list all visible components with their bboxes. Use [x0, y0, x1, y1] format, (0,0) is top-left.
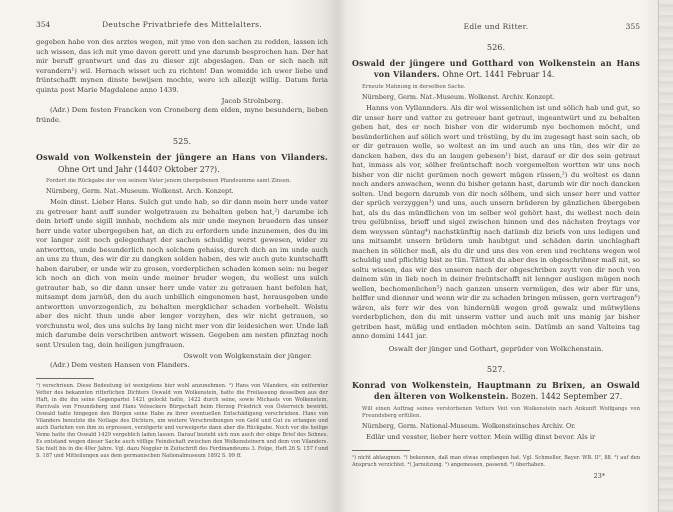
- letter-527-body-first-line: Edlär und vesster, lieber herr vetter. Mein willig dinst bevor. Als ir: [366, 433, 596, 442]
- letter-526-heading-main: Oswald der jüngere und Gotthard von Wolkenstein an Hans von Vilanders.: [352, 59, 640, 80]
- letter-526-heading: [352, 58, 640, 81]
- letter-527-heading-main: Konrad von Wolkenstein, Hauptmann zu Brixen, an Oswald den älteren von Wolkenstein.: [352, 380, 640, 402]
- previous-letter-text: gegeben habe von des arztes wegen, mit yme von den sachen zu redden, lassen ich uch wissen, das ich mit yme davon gerett und yne darumb besprochen han. Der hat mir beruff grantwurt und das zu dieser zijt abgeslagen. Dan er sich nach nit verandern¹) wil. Hernach wisset uch zu richten! Dan womidde ich uwer liebe und früntschafft mynen dinste bewijsen mochte, were ich allezijt willig. Datum feria quinta post Marie Magdalene anno 1439.: [36, 38, 328, 94]
- right-page-number: 355: [625, 22, 640, 31]
- letter-525-regest: Fordert die Rückgabe der von seinem Vater jenem übergebenen Pfandsumme samt Zinsen.: [46, 178, 292, 185]
- letter-526-regest: Erneute Mahnung in derselben Sache.: [362, 83, 466, 90]
- letter-526-number: 526.: [486, 42, 506, 52]
- letter-525-signature: Oswolt von Wolgkenstain der jünger.: [183, 352, 312, 361]
- right-page-content: [352, 22, 640, 480]
- letter-525-number: 525.: [172, 136, 192, 147]
- sheet-signature-mark: 23*: [593, 471, 605, 480]
- letter-526-signature: Oswalt der jünger und Gothart, geprüder von Wolkchenstain.: [388, 344, 604, 353]
- previous-letter-address: (Adr.) Dem festen Francken von Croneberg dem elden, myne besundern, lieben fründe.: [36, 106, 328, 124]
- page-edge-strip: [658, 0, 673, 512]
- left-page-number: 354: [36, 20, 51, 29]
- letter-527-heading: [352, 380, 640, 403]
- right-running-head: [352, 22, 640, 31]
- letter-526-heading-date: Ohne Ort. 1441 Februar 14.: [439, 70, 555, 80]
- previous-letter-signature: Jacob Strolnberg.: [221, 97, 283, 106]
- right-running-title: Edle und Ritter.: [463, 22, 529, 31]
- right-footnotes: ¹) nicht ablaugnen. ²) bekennen, daß man etwas empfangen hat. Vgl. Schmeller, Bayer. WB. II², 88. ³) auf den Anspruch verzichtet. ⁴) Jarnutzung. ⁵) angemessen, passend. ⁶) überhaben.: [352, 454, 640, 468]
- letter-527-number: 527.: [486, 363, 506, 374]
- letter-525-address: (Adr.) Dem vesten Hansen von Flanders.: [50, 361, 190, 370]
- letter-525-heading-date: Ohne Ort und Jahr (1440? Oktober 27?).: [58, 164, 220, 174]
- left-running-title: Deutsche Privatbriefe des Mittelalters.: [102, 20, 262, 29]
- letter-525-heading-main: Oswald von Wolkenstein der jüngere an Hans von Vilanders.: [36, 153, 328, 163]
- letter-527-source: Nürnberg, Germ. National-Museum. Wolkensteinsches Archiv. Or.: [362, 422, 576, 431]
- left-page-content: [36, 20, 328, 460]
- right-footnote-rule: [352, 450, 410, 451]
- left-footnote-rule: [36, 378, 94, 379]
- letter-527-regest: Will einen Auftrag seines verstorbenen Vetters Veit von Wolkenstein nach Ankunft Wolfgangs von Freundsberg erfüllen.: [362, 405, 640, 419]
- letter-525-body: Mein dinst. Lieber Hans. Sulch gut unde hab, so dir dann mein herr unde vater zu getreuer hant auff sunder wolgetrauen zu behalten geben hat,²) darumbe ich dein brieff unde sigill innhab, nochdem als mir unde meynen bruedern das unser herr unde vater ubergegeben hat, an dich zu erfordern unde inzunemen, des du im vor langer zeit noch gelegenhayt der sachen schuldig werst gewesen, wider zu antwortten, unde besunderlich noch solchem gehaiss, durch dich an im unde auch an uns zu thun, des wir dir zu dangken solden haben, des wir auch gute kuntschafft haben daruber, er unde wir zu grosen, vorderplichen schaden komen sein: nu beger ich noch an dich von mein unde meiner bruder wegen, du wollest uns sulch getrauter hab, so dir dann unser herr unde vater zu getrauen hant befolen hat, mitsampt dem jarnüß, den du auch unbillich eingenomen hast, herausgeben unde antwortten unvorzogenlich, zu behalten mergklicher schaden vorbehelt. Wolstu aber des nicht thun unde aber lenger vorzyhen, des wir nicht getrauen, so vorchunstu wol, des uns sulchs by lang nicht mer von dir leidesichen wer. Unde laß mich darumbe dein verschriben antwort wissen. Gegeben am nesten pfinztag noch sent Ursulen tag, dein heiligen jungfrauen.: [36, 198, 328, 349]
- letter-526-body: Hanns von Vyllannders. Als dir wol wissenlichen ist und sölich hab und gut, so dir unser herr und vatter zu getreuer hant getraut, ingeantwürt und zu behalten geben hat, des er noch bisher von dir widerumb nye bechomen möcht, und besünderlichen auf sölich wort und tröstüng, by du im zugesagt hast sein sach, ob er dir getrauen welle, so woltest an im und auch an uns tün, des wir dir ze dancken haben, des du an laugen gebesen¹) bist, darauf er dir des sein getraut hat, inmass als vor, sölher freüntschaft noch vorgemelten wortten wir uns noch bisher von dir nicht gerümen noch gewert mügen rüssen,²) du woltest es dann noch anders anwachen, wenn du bisher getann hast, darumb wir dir noch dancken solten. Und begern darumb von dir noch sölhem, und sich unser herr und vatter der sprüch verzyggen³) und uns, auch unsern brüderen by gänzlichen übergeben hat, als du das mündlichen von im selber wol gehört hast, du wellest noch dein treu gelübnüss, brieff und sigel zwischen hinnen und des nächsten freytags vor dem weyssen süntag⁴) nachstkünftig nach datümb diz briefs von uns ledigen und uns mitsambt unsern brüdern umb haubtgut und schäden darin unchlaghaft machen in sölicher maß, als du dir und uns des von eren und rechtens wegen wol schuldig und pflichtig bist ze tün. Tättest du aber des in obgeschribner maß nit, so soltu wissen, das wir des unseren nach der obgeschriben zeytt von dir noch von deinem sün in lieb noch in deiner freüntschafft nit lennger ausligen mügen noch wellen, bechomenlichen⁵) nach ganzen unsern vermügen, des wir aber für uns, helffer und dienner und wenn wir dir zu schaden bringen müssen, gern vertragen⁶) wären, als ferr wir des von hindernüß wegen groß gewalz und mütwyllens verderbplichen, den du mit unserm vatter und auch mit uns manig jar bisher getriben hast, müßig und entladen möchten sein. Datümb an sand Valteins tag anno domini 1441 jar.: [352, 104, 640, 341]
- left-footnotes: ¹) verschrieen. Diese Bedeutung ist wenigstens hier wohl anzunehmen. ²) Hans von Vilanders, ein entfernter Vetter des bekannten ritterlichen Dichters Oswald von Wolkenstein, hatte die Freilassung desselben aus der Haft, in die ihn seine Gegenpartei 1421 gelockt hatte, 1422 durch seine, sowie Michaels von Wolkenstein, Parcivals von Freundsberg und Hans Velseckers Bürgschaft beim Herzog Friedrich von Österreich bewirkt. Oswald hatte hingegen den Bürgen seine Habe zu ihrer eventuellen Entschädigung verschrieben. Hans von Vilanders benutzte die Notlage des Dichters, um weitere Verschreibungen von Geld und Gut zu erlangen und auch Darlehen von ihm zu erpressen, verzögerte und verweigerte dann aber die Rückgabe. Noch vor die heilige Veme hatte ihn Oswald 1429 vergeblich laden lassen. Darauf bezieht sich nun auch der obige Brief des Sohnes. Es entstand wegen dieser Sache auch völlige Feindschaft zwischen den Wolkensteinern und dem von Vilanders. Sie hielt bis in die 40er Jahre. Vgl. dazu Noggler in Zeitschrift des Ferdinandeums 3. Folge, Heft 26 S. 157 f und S. 187 und Mitteilungen aus dem germanischen Nationalmuseum 1892 S. 99 ff.: [36, 382, 328, 460]
- left-running-head: [36, 20, 328, 29]
- letter-525-heading: [36, 152, 328, 175]
- letter-525-source: Nürnberg, Germ. Nat.-Museum. Wolkenst. Arch. Konzept.: [46, 187, 234, 196]
- letter-526-source: Nürnberg, Germ. Nat.-Museum. Wolkenst. Archiv. Konzept.: [362, 93, 555, 102]
- letter-527-heading-date: Bozen. 1442 September 27.: [508, 392, 623, 402]
